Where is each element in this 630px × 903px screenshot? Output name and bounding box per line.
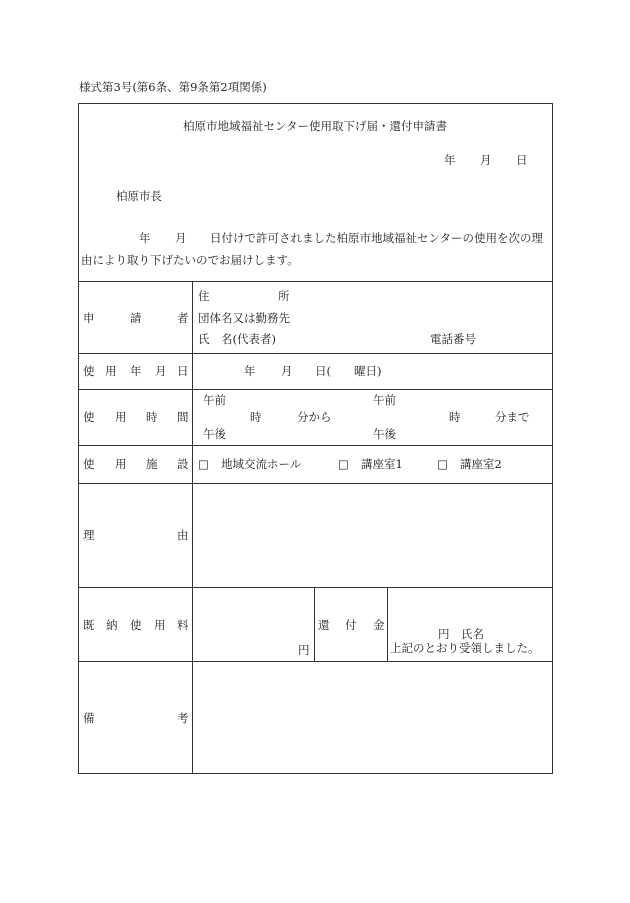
body-month: 月 [175, 231, 187, 245]
checkbox-icon[interactable]: □ [198, 457, 209, 471]
body-line2: 由により取り下げたいのでお届けします。 [81, 253, 299, 267]
date-month-label: 月 [480, 153, 492, 167]
paid-fee-yen: 円 [298, 643, 310, 657]
date-year-label: 年 [444, 153, 456, 167]
checkbox-icon[interactable]: □ [338, 457, 349, 471]
organization-label: 団体名又は勤務先 [198, 311, 290, 325]
checkbox-icon[interactable]: □ [437, 457, 448, 471]
body-year: 年 [139, 231, 151, 245]
form-title: 柏原市地域福祉センター使用取下げ届・還付申請書 [182, 119, 448, 133]
phone-label: 電話番号 [430, 332, 476, 346]
name-label: 氏 名(代表者) [198, 332, 276, 346]
body-line1: 日付けで許可されました柏原市地域福祉センターの使用を次の理 [210, 231, 544, 245]
refund-yen-name: 円 氏名 [438, 627, 484, 641]
date-day-label: 日 [516, 153, 528, 167]
addressee: 柏原市長 [116, 189, 162, 203]
form-number: 様式第3号(第6条、第9条第2項関係) [79, 80, 267, 94]
receipt-text: 上記のとおり受領しました。 [390, 641, 540, 655]
